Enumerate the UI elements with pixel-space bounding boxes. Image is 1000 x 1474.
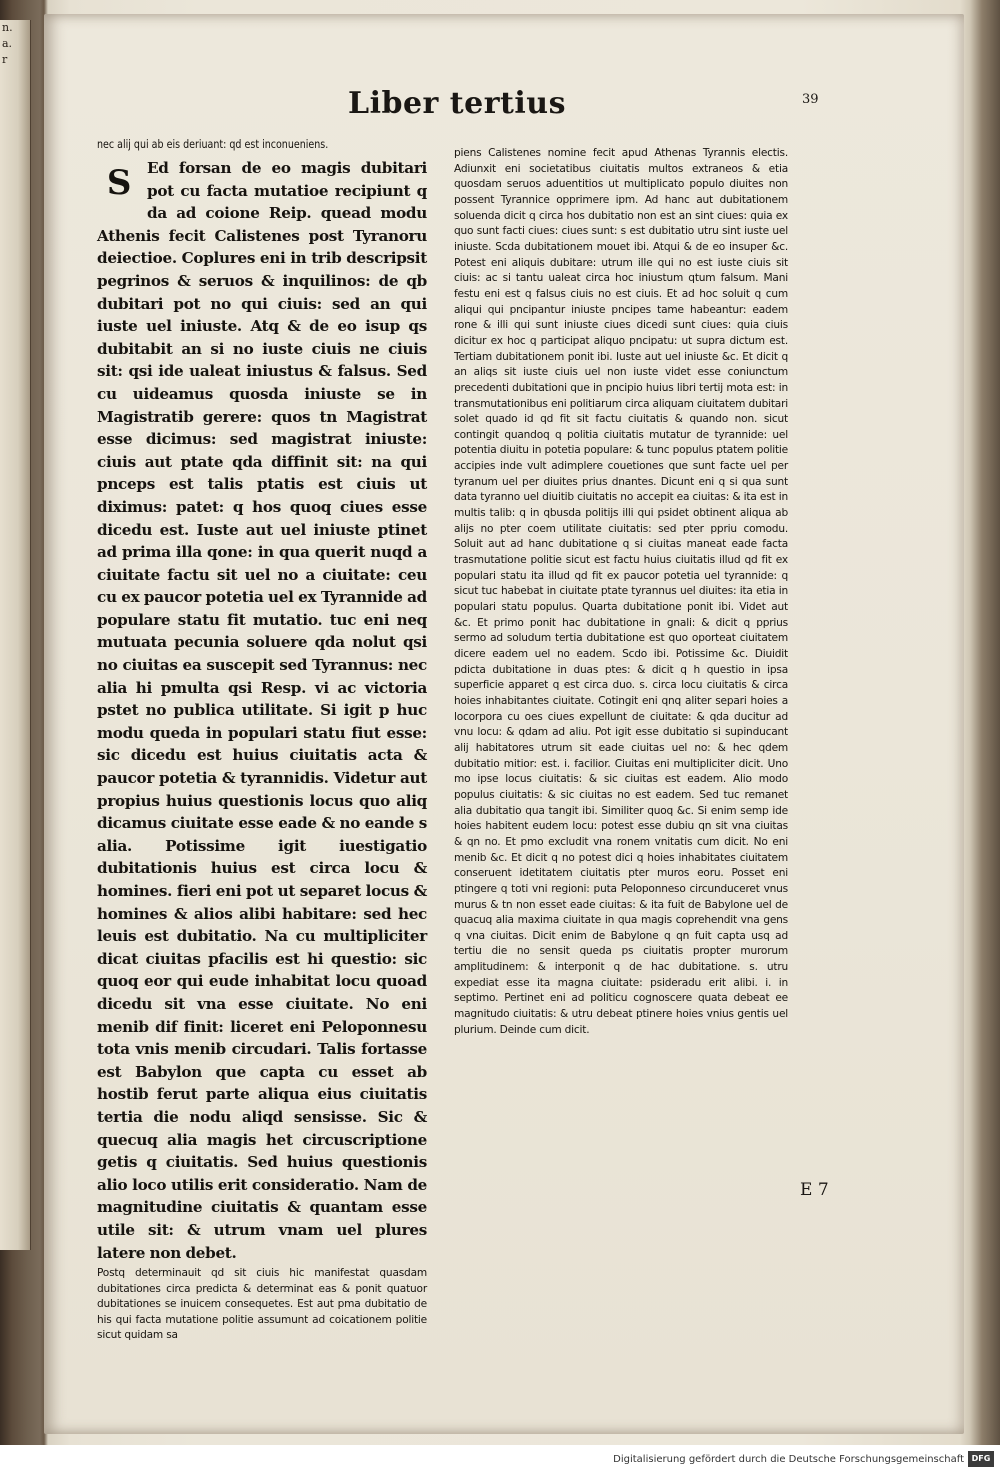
left-column-first-line: nec alij qui ab eis deriuant: qd est inconueniens. [97,137,329,151]
running-head: Liber tertius [348,86,567,121]
facing-page-fragment: r [2,53,8,66]
aristotle-text [97,157,427,1264]
footer-credit: Digitalisierung gefördert durch die Deutsche Forschungsgemeinschaft [613,1454,964,1465]
commentary-text-right: piens Calistenes nomine fecit apud Athenas Tyrannis electis. Adiunxit eni societatibus ciuitatis multos extraneos & etia quosdam seruos aduentitios ut multiplicato populo diuites non possent Tyrannice opprimere ipm. Ad hanc aut dubitationem soluenda dicit q circa hos dubitatio non est an sint ciues: quia ex quo sunt facti ciues: ciues sunt: s est dubitatio utru sint iuste uel iniuste. Scda dubitationem mouet ibi. Atqui & de eo insuper &c. Potest eni aliquis dubitare: utrum ille qui no est iuste ciuis sit ciuis: ac si tantu ualeat circa hoc iniustum qtum falsum. Mani festu eni est q falsus ciuis no est ciuis. Et ad hoc soluit q cum aliqui qui pncipantur iniuste pncipes tame habeantur: eadem rone & illi qui sunt iniuste ciues dicedi sunt ciues: quia ciuis dicitur ex hoc q participat aliquo pncipatu: ut supra dictum est. Tertiam dubitationem ponit ibi. Iuste aut uel iniuste &c. Et dicit q an aliqs sit iuste ciuis uel non iuste videt esse coniunctum precedenti dubitationi que in pncipio huius libri tertij mota est: in transmutationibus eni politiarum circa aliquam ciuitatem dubitari solet quado id qd fit sit factu ciuitatis & quando non. sicut contingit quandoq q politia ciuitatis mutatur de tyrannide: uel potentia diuitu in potetia populare: & tunc populus ptatem politie accipies inde vult adimplere couetiones que sunt facte uel per tyranum uel per diuites prius dnantes. Dicunt eni q si qua sunt data tyranno uel diuitib ciuitatis no accepit ea ciuitas: & ita est in multis talib: q in qbusda politijs illi qui psidet obtinent aliqua ab alijs no pter coem utilitate ciuitatis: sed pter ppriu comodu. Soluit aut ad hanc dubitatione q si ciuitas maneat eade facta trasmutatione politie sicut est factu huius ciuitatis illud qd fit ex populari statu ita illud qd fit ex paucor potetia uel tyrannide: q sicut tuc habebat in ciuitate ptate tyrannus uel diuites: ita etia in populari statu populus. Quarta dubitatione ponit ibi. Videt aut &c. Et primo ponit hac dubitatione in gnali: & dicit q pprius sermo ad soludum tertia dubitatione est quo oporteat ciuitatem dicere eadem uel no eadem. Scdo ibi. Potissime &c. Diuidit pdicta dubitatione in duas ptes: & dicit q h questio in ipsa superficie apparet q est circa duo. s. circa locu ciuitatis & circa hoies inhabitantes ciuitate. Cotingit eni qnq aliter separi hoies a locorpora cu oes ciues expellunt de ciuitate: & qda ducitur ad vnu locu: & qdam ad aliu. Pot igit esse dubitatio si supinducant alij habitatores utrum sit eade ciuitas uel no: & hec qdem dubitatio mitior: est. i. facilior. Ciuitas eni multipliciter dicit. Uno mo ipse locus ciuitatis: & sic ciuitas est eadem. Alio modo populus ciuitatis: & sic ciuitas no est eadem. Sed tuc remanet alia dubitatio qua tangit ibi. Similiter quoq &c. Si enim semp ide hoies habitent eudem locu: potest esse dubiu qn sit vna ciuitas & qn no. Et pmo excludit vna ronem vnitatis cum dicit. No eni menib &c. Et dicit q no potest dici q hoies inhabitates ciuitatem conseruent idetitatem ciuitatis pter muros eoru. Posset eni ptingere q toti vni regioni: puta Peloponneso circunduceret vnus murus & tn non esset eade ciuitas: & ita fuit de Babylone uel de quacuq alia maxima ciuitate in qua magis coprehendit vna gens q vna ciuitas. Dicit enim de Babylone q qn fuit capta usq ad tertiu die no sensit queda ps ciuitatis propter murorum amplitudinem: & interponit q de hac dubitatione. s. utru expediat esse ita magna ciuitate: psideradu erit alibi. i. in septimo. Pertinet eni ad politicu cognoscere quata debeat ee magnitudo ciuitatis: & utru debeat ptinere hoies vnius gentis uel plurium. Deinde cum dicit. [454,147,788,1036]
right-text-column [454,146,788,1038]
initial-letter: S [106,163,132,203]
left-text-column [97,136,427,1344]
commentary-text-left: Postq determinauit qd sit ciuis hic manifestat quasdam dubitationes circa predicta & determinat eas & ponit quatuor dubitationes se inuicem consequetes. Est aut pma dubitatio de his qui facta mutatione politie assumunt ad coicationem politie sicut quidam sa [97,1267,427,1342]
folio-number: 39 [802,92,819,107]
aristotle-text-body: Ed forsan de eo magis dubitari pot cu facta mutatioe recipiunt q da ad coione Reip. quead modu Athenis fecit Calistenes post Tyranoru deiectioe. Coplures eni in trib descripsit pegrinos & seruos & inquilinos: de qb dubitari pot no qui ciuis: sed an qui iuste uel iniuste. Atq & de eo isup qs dubitabit an si no iuste ciuis ne ciuis sit: qsi ide ualeat iniustus & falsus. Sed cu uideamus quosda iniuste se in Magistratib gerere: quos tn Magistrat esse dicimus: sed magistrat iniuste: ciuis aut ptate qda diffinit sit: na qui pnceps est talis ptatis est ciuis ut diximus: patet: q hos quoq ciues esse dicedu est. Iuste aut uel iniuste ptinet ad prima illa qone: in qua querit nuqd a ciuitate factu sit uel no a ciuitate: ceu cu ex paucor potetia uel ex Tyrannide ad populare statu fit mutatio. tuc eni neq mutuata pecunia soluere qda nolut qsi no ciuitas ea suscepit sed Tyrannus: nec alia hi pmulta qsi Resp. vi ac victoria pstet no publica utilitate. Si igit p huc modu queda in populari statu fiut esse: sic dicedu est huius ciuitatis acta & paucor potetia & tyrannidis. Videtur aut propius huius questionis locus quo aliq dicamus ciuitate esse eade & no eande s alia. Potissime igit iuestigatio dubitationis huius est circa locu & homines. fieri eni pot ut separet locus & homines & alios alibi habitare: sed hec leuis est dubitatio. Na cu multipliciter dicat ciuitas pfacilis est hi questio: sic quoq eor qui eude inhabitat locu quoad dicedu sit vna esse ciuitate. No eni menib dif finit: liceret eni Peloponnesu tota vnis menib circudari. Talis fortasse est Babylon que capta cu esset ab hostib ferut parte aliqua eius ciuitatis tertia die nodu aliqd sensisse. Sic & quecuq alia magis het circuscriptione getis q ciuitatis. Sed huius questionis alio loco utilis erit consideratio. Nam de magnitudine ciuitatis & quantam esse utile sit: & utrum vnam uel plures latere non debet. [97,159,427,1262]
facing-page-edge [0,20,31,1250]
facing-page-fragment: a. [2,37,13,50]
dfg-logo: DFG [968,1451,994,1467]
signature-mark: E 7 [800,1180,829,1200]
facing-page-fragment: n. [2,21,13,34]
